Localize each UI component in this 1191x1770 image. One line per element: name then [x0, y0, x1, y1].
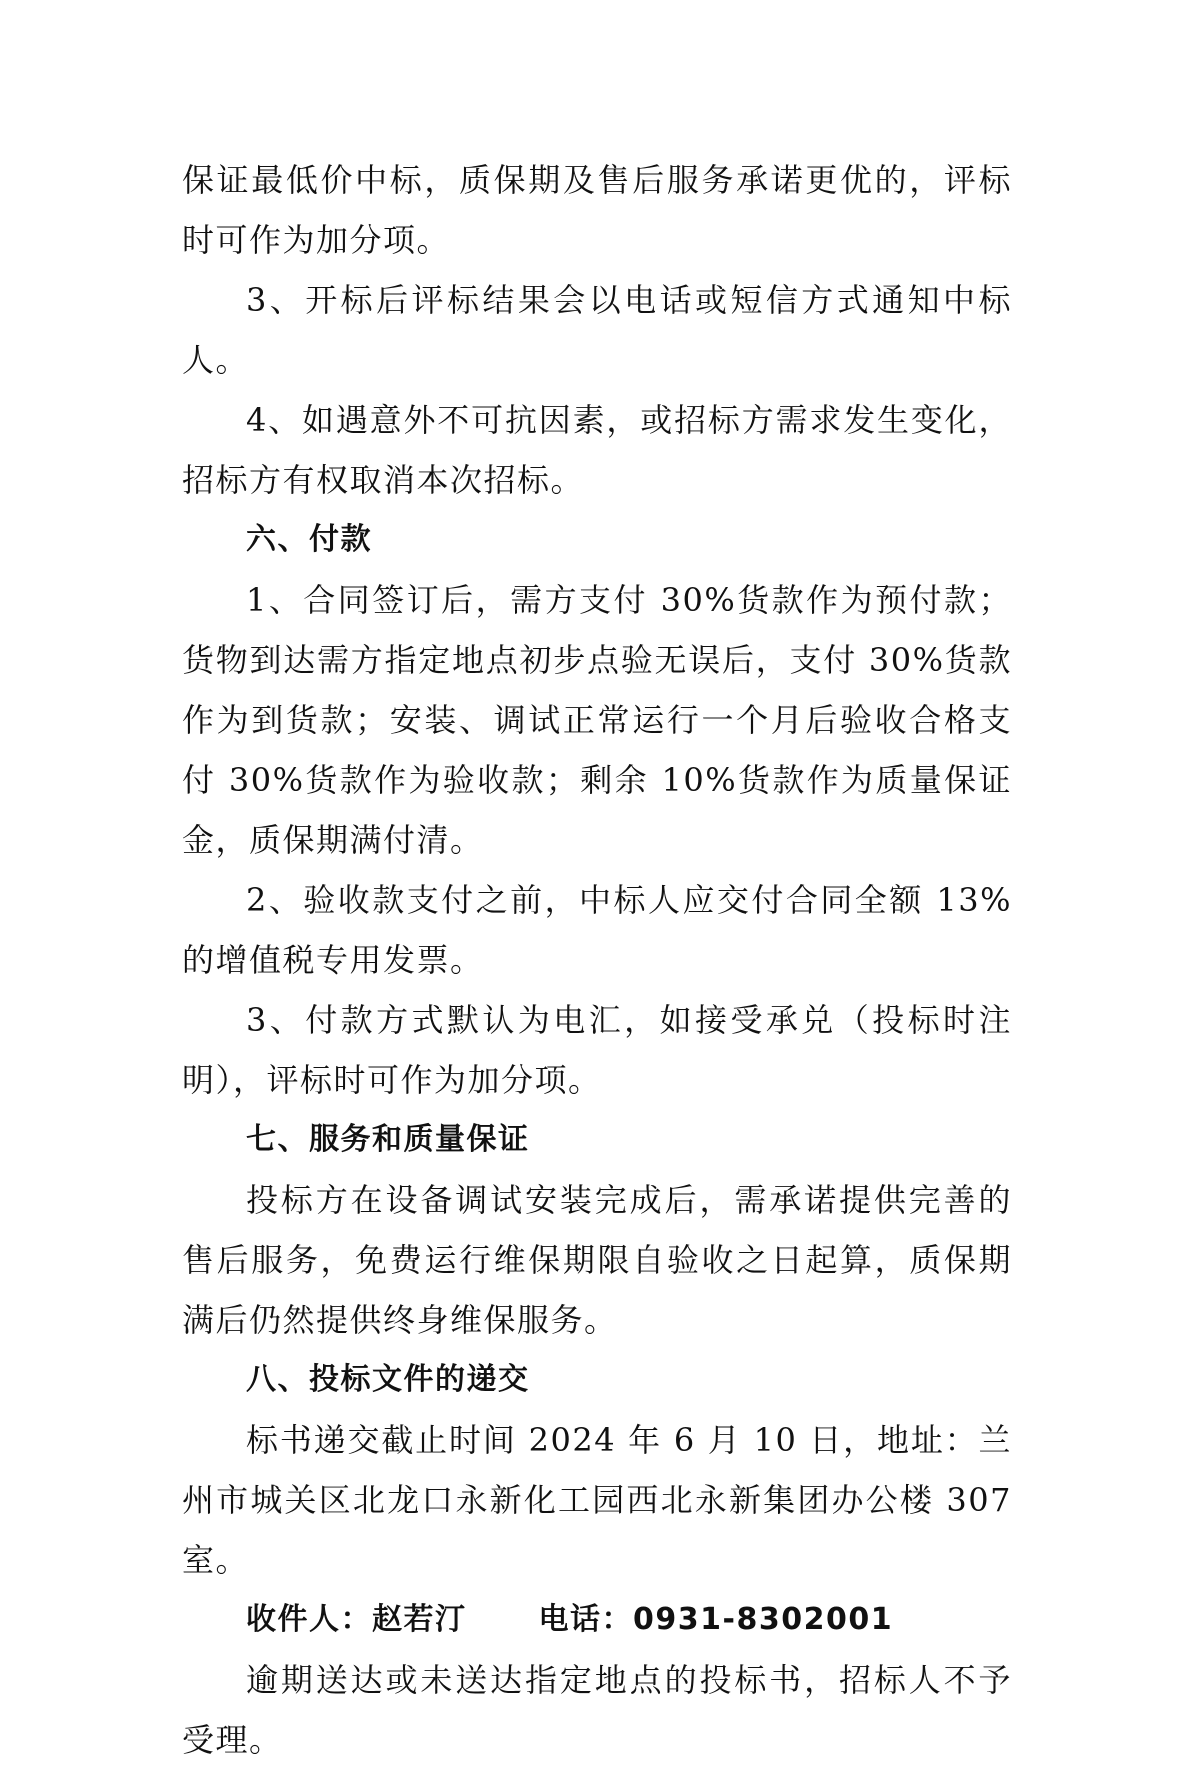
paragraph-payment-method: 3、付款方式默认为电汇，如接受承兑（投标时注明），评标时可作为加分项。: [182, 1001, 1012, 1099]
section-heading-service: 七、服务和质量保证: [246, 1122, 530, 1157]
section-heading-payment: 六、付款: [246, 522, 372, 557]
document-body: [182, 150, 1012, 1770]
paragraph-invoice: 2、验收款支付之前，中标人应交付合同全额 13%的增值税专用发票。: [182, 881, 1012, 979]
contact-line: [182, 1590, 1012, 1650]
contact-recipient: 收件人：赵若汀: [246, 1602, 467, 1637]
paragraph-submission-deadline: 标书递交截止时间 2024 年 6 月 10 日，地址：兰州市城关区北龙口永新化工园西北永新集团办公楼 307 室。: [182, 1421, 1012, 1579]
paragraph-payment-schedule: 1、合同签订后，需方支付 30%货款作为预付款；货物到达需方指定地点初步点验无误后，支付 30%货款作为到货款；安装、调试正常运行一个月后验收合格支付 30%货款作为验收款；剩余 10%货款作为质量保证金，质保期满付清。: [182, 581, 1012, 859]
paragraph-lowest-price: 保证最低价中标，质保期及售后服务承诺更优的，评标时可作为加分项。: [182, 161, 1012, 259]
paragraph-late-submission: 逾期送达或未送达指定地点的投标书，招标人不予受理。: [182, 1661, 1012, 1759]
section-heading-submission: 八、投标文件的递交: [246, 1362, 530, 1397]
paragraph-notification: 3、开标后评标结果会以电话或短信方式通知中标人。: [182, 281, 1012, 379]
contact-phone: 电话：0931-8302001: [538, 1602, 894, 1637]
paragraph-service: 投标方在设备调试安装完成后，需承诺提供完善的售后服务，免费运行维保期限自验收之日起算，质保期满后仍然提供终身维保服务。: [182, 1181, 1012, 1339]
paragraph-cancellation: 4、如遇意外不可抗因素，或招标方需求发生变化，招标方有权取消本次招标。: [182, 401, 1012, 499]
